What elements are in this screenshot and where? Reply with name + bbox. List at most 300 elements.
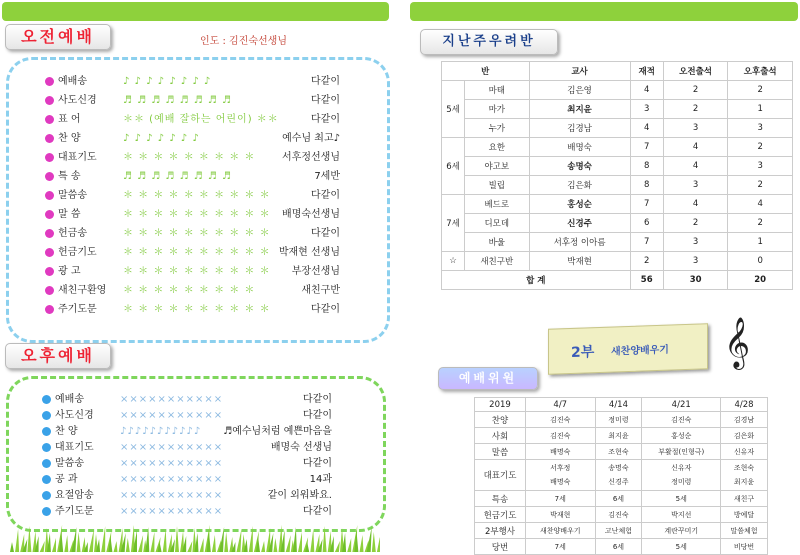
order-item-decoration: ××××××××××× bbox=[120, 410, 224, 421]
morning-leader: 인도 : 김진숙선생님 bbox=[200, 36, 288, 47]
order-item-decoration: ××××××××××× bbox=[120, 394, 224, 405]
bullet-dot bbox=[42, 427, 51, 436]
duty-cell bbox=[721, 428, 768, 444]
table-cell: 야고보 bbox=[465, 157, 530, 176]
bullet-dot bbox=[45, 115, 54, 124]
header-cell: 재적 bbox=[630, 62, 663, 81]
bullet-dot bbox=[42, 507, 51, 516]
duty-cell bbox=[721, 460, 768, 491]
order-item bbox=[45, 225, 340, 242]
table-cell: 배명숙 bbox=[529, 138, 630, 157]
duty-cell bbox=[721, 444, 768, 460]
order-item-name: 말 씀 bbox=[58, 209, 81, 220]
duty-name: 신경주 bbox=[608, 478, 629, 486]
grass-blade bbox=[298, 532, 302, 552]
duty-cell bbox=[721, 523, 768, 539]
table-row bbox=[442, 81, 793, 100]
order-item-decoration: ＊ ＊ ＊ ＊ ＊ ＊ ＊ ＊ ＊ bbox=[123, 285, 256, 296]
bullet-dot bbox=[45, 96, 54, 105]
duty-role: 사회 bbox=[475, 428, 526, 444]
order-item bbox=[45, 301, 340, 318]
order-item-name: 헌금기도 bbox=[58, 247, 97, 258]
order-item-decoration: ××××××××××× bbox=[120, 458, 224, 469]
duty-header-cell: 4/28 bbox=[721, 398, 768, 412]
duty-cell bbox=[721, 412, 768, 428]
duty-name: 김진숙 bbox=[608, 510, 629, 519]
grass-blade bbox=[187, 541, 192, 552]
order-item-name: 요절암송 bbox=[55, 490, 94, 501]
bullet-dot bbox=[45, 172, 54, 181]
duty-role: 대표기도 bbox=[475, 460, 526, 491]
order-item bbox=[45, 206, 340, 223]
grass-blade bbox=[367, 527, 372, 552]
grass-blade bbox=[138, 535, 143, 552]
order-item-name: 새친구환영 bbox=[58, 285, 107, 296]
order-item-name: 주기도문 bbox=[58, 304, 97, 315]
order-item bbox=[42, 439, 332, 456]
order-item bbox=[45, 263, 340, 280]
table-cell: 서후정 이아름 bbox=[529, 233, 630, 252]
header-cell: 오전출석 bbox=[663, 62, 728, 81]
duty-header-cell: 2019 bbox=[475, 398, 526, 412]
duty-name: 박지선 bbox=[671, 510, 692, 519]
table-cell: 새친구반 bbox=[465, 252, 530, 271]
duty-name: 박재현 bbox=[550, 510, 571, 519]
duty-name: 김진숙 bbox=[671, 415, 692, 424]
total-pm: 20 bbox=[728, 271, 793, 290]
order-item bbox=[42, 471, 332, 488]
table-cell: 요한 bbox=[465, 138, 530, 157]
duty-cell bbox=[526, 523, 596, 539]
bullet-dot bbox=[42, 459, 51, 468]
duty-row bbox=[475, 491, 768, 507]
grass-blade bbox=[286, 535, 291, 552]
grass-blade bbox=[200, 538, 204, 552]
table-cell: 빌립 bbox=[465, 176, 530, 195]
order-item-decoration: ××××××××××× bbox=[120, 506, 224, 517]
grass-decoration bbox=[10, 520, 380, 552]
order-item-name: 주기도문 bbox=[55, 506, 94, 517]
order-item-decoration: ＊＊ (예배 잘하는 어린이) ＊＊ bbox=[123, 114, 279, 125]
duty-cell bbox=[595, 491, 642, 507]
bullet-dot bbox=[45, 210, 54, 219]
order-item-decoration: ＊ ＊ ＊ ＊ ＊ ＊ ＊ ＊ ＊ ＊ bbox=[123, 228, 271, 239]
duty-name: 새친구 bbox=[733, 494, 755, 503]
order-item-decoration: ♪♪♪♪♪♪♪♪♪♪♪ bbox=[120, 426, 202, 437]
bullet-dot bbox=[45, 248, 54, 257]
duty-cell bbox=[595, 412, 642, 428]
duty-name: 조현숙 bbox=[608, 447, 629, 456]
duty-name: 배명숙 bbox=[550, 447, 571, 456]
order-item bbox=[45, 130, 340, 147]
table-cell: 홍성순 bbox=[529, 195, 630, 214]
grass-blade bbox=[212, 535, 216, 552]
duty-name: 홍성순 bbox=[671, 431, 692, 440]
duty-cell bbox=[595, 444, 642, 460]
table-cell: 4 bbox=[630, 119, 663, 138]
order-item-leader: 다같이 bbox=[303, 506, 332, 517]
order-item-name: 예배송 bbox=[58, 76, 87, 87]
table-cell: 최지윤 bbox=[529, 100, 630, 119]
duty-name: 5세 bbox=[675, 542, 687, 551]
bullet-dot bbox=[45, 305, 54, 314]
duty-name: 정미령 bbox=[671, 478, 692, 486]
duty-name: 계란꾸미기 bbox=[664, 526, 699, 535]
grass-blade bbox=[77, 532, 81, 552]
table-row bbox=[442, 119, 793, 138]
order-item-decoration: ＊ ＊ ＊ ＊ ＊ ＊ ＊ ＊ ＊ ＊ bbox=[123, 209, 271, 220]
table-cell: 2 bbox=[663, 214, 728, 233]
table-cell: 2 bbox=[728, 176, 793, 195]
order-item-leader: 14과 bbox=[309, 474, 332, 485]
table-cell: 3 bbox=[663, 119, 728, 138]
duty-role: 특송 bbox=[475, 491, 526, 507]
header-bar-right bbox=[410, 2, 798, 21]
grass-blade bbox=[347, 538, 351, 552]
duty-header-row bbox=[475, 398, 768, 412]
grass-blade bbox=[323, 526, 327, 552]
table-row bbox=[442, 233, 793, 252]
order-item bbox=[42, 487, 332, 504]
table-cell: 바울 bbox=[465, 233, 530, 252]
duty-title: 예배위원 bbox=[438, 367, 538, 390]
age-group-cell: 6세 bbox=[442, 138, 465, 195]
duty-cell bbox=[642, 539, 721, 555]
table-cell: 4 bbox=[728, 195, 793, 214]
grass-blade bbox=[52, 538, 56, 552]
duty-name: 김경남 bbox=[733, 415, 755, 424]
duty-cell bbox=[526, 444, 596, 460]
order-item-leader: 다같이 bbox=[311, 190, 340, 201]
order-item-leader: 예수님 최고♪ bbox=[282, 133, 340, 144]
table-cell: 4 bbox=[663, 195, 728, 214]
order-item bbox=[45, 187, 340, 204]
duty-cell bbox=[642, 444, 721, 460]
bullet-dot bbox=[45, 191, 54, 200]
duty-cell bbox=[595, 507, 642, 523]
table-cell: 8 bbox=[630, 176, 663, 195]
grass-blade bbox=[89, 529, 94, 552]
order-item-decoration: ♪ ♪ ♪ ♪ ♪ ♪ ♪ ♪ bbox=[123, 76, 212, 87]
duty-name: 김진숙 bbox=[550, 415, 571, 424]
table-cell: 2 bbox=[728, 138, 793, 157]
table-cell: 2 bbox=[663, 100, 728, 119]
table-cell: 3 bbox=[728, 157, 793, 176]
duty-name: 배명숙 bbox=[550, 478, 571, 486]
order-item-name: 사도신경 bbox=[58, 95, 97, 106]
order-item-name: 헌금송 bbox=[58, 228, 87, 239]
duty-name: 비당번 bbox=[733, 542, 755, 551]
grass-blade bbox=[273, 538, 277, 552]
duty-cell bbox=[595, 539, 642, 555]
order-item-leader: 다같이 bbox=[311, 114, 340, 125]
table-cell: 디모데 bbox=[465, 214, 530, 233]
duty-name: 송명숙 bbox=[608, 464, 629, 472]
bullet-dot bbox=[45, 153, 54, 162]
order-item-leader: 부장선생님 bbox=[291, 266, 340, 277]
grass-blade bbox=[10, 542, 14, 552]
order-item bbox=[45, 73, 340, 90]
order-item-decoration: ♪ ♪ ♪ ♪ ♪ ♪ ♪ bbox=[123, 133, 200, 144]
table-row bbox=[442, 138, 793, 157]
order-item-leader: 다같이 bbox=[311, 95, 340, 106]
table-cell: 3 bbox=[630, 100, 663, 119]
duty-cell bbox=[642, 507, 721, 523]
treble-clef-icon: 𝄞 bbox=[724, 317, 751, 368]
header-bar-left bbox=[2, 2, 389, 21]
order-item-name: 공 과 bbox=[55, 474, 78, 485]
table-cell: 송명숙 bbox=[529, 157, 630, 176]
duty-cell bbox=[642, 523, 721, 539]
order-item bbox=[45, 92, 340, 109]
duty-row bbox=[475, 428, 768, 444]
table-cell: 신경주 bbox=[529, 214, 630, 233]
duty-name: 새찬양배우기 bbox=[539, 526, 581, 535]
table-cell: 0 bbox=[728, 252, 793, 271]
order-item-decoration: ＊ ＊ ＊ ＊ ＊ ＊ ＊ ＊ ＊ ＊ bbox=[123, 266, 271, 277]
grass-blade bbox=[72, 527, 77, 552]
order-item-leader: 다같이 bbox=[311, 76, 340, 87]
grass-blade bbox=[360, 535, 364, 552]
total-row bbox=[442, 271, 793, 290]
table-cell: 2 bbox=[630, 252, 663, 271]
order-item-decoration: ××××××××××× bbox=[120, 442, 224, 453]
order-item bbox=[42, 423, 332, 440]
age-group-cell: 5세 bbox=[442, 81, 465, 138]
grass-blade bbox=[27, 526, 31, 552]
grass-blade bbox=[310, 529, 314, 552]
total-label: 합 계 bbox=[442, 271, 631, 290]
duty-name: 조현숙 bbox=[733, 464, 755, 472]
order-item bbox=[45, 282, 340, 299]
duty-header-cell: 4/14 bbox=[595, 398, 642, 412]
duty-row bbox=[475, 507, 768, 523]
table-row bbox=[442, 195, 793, 214]
attendance-table bbox=[441, 61, 793, 290]
order-item bbox=[42, 391, 332, 408]
table-cell: 7 bbox=[630, 138, 663, 157]
duty-cell bbox=[526, 412, 596, 428]
order-item-leader: 다같이 bbox=[303, 410, 332, 421]
grass-blade bbox=[64, 535, 68, 552]
duty-cell bbox=[595, 428, 642, 444]
order-item-name: 말씀송 bbox=[58, 190, 87, 201]
order-item bbox=[45, 168, 340, 185]
duty-header-cell: 4/21 bbox=[642, 398, 721, 412]
total-am: 30 bbox=[663, 271, 728, 290]
order-item-name: 예배송 bbox=[55, 394, 84, 405]
duty-name: 신유자 bbox=[671, 464, 692, 472]
order-item-name: 표 어 bbox=[58, 114, 81, 125]
duty-cell bbox=[526, 507, 596, 523]
bullet-dot bbox=[45, 286, 54, 295]
grass-blade bbox=[261, 541, 265, 552]
order-item-leader: 다같이 bbox=[303, 458, 332, 469]
duty-cell bbox=[721, 507, 768, 523]
duty-cell bbox=[526, 491, 596, 507]
bullet-dot bbox=[45, 229, 54, 238]
duty-name: 부활절(인형극) bbox=[658, 447, 705, 456]
order-item-leader: 다같이 bbox=[311, 304, 340, 315]
duty-name: 6세 bbox=[612, 542, 625, 551]
duty-header-cell: 4/7 bbox=[526, 398, 596, 412]
duty-role: 말씀 bbox=[475, 444, 526, 460]
song-banner-label: 2부 bbox=[571, 344, 595, 361]
order-item-name: 특 송 bbox=[58, 171, 81, 182]
duty-name: 6세 bbox=[612, 494, 625, 503]
table-row bbox=[442, 176, 793, 195]
order-item bbox=[45, 244, 340, 261]
header-cell: 교사 bbox=[529, 62, 630, 81]
duty-name: 7세 bbox=[554, 494, 566, 503]
duty-row bbox=[475, 412, 768, 428]
afternoon-title: 오후예배 bbox=[5, 343, 111, 369]
grass-blade bbox=[15, 529, 19, 552]
duty-cell bbox=[595, 523, 642, 539]
table-cell: 3 bbox=[663, 252, 728, 271]
table-cell: 박재현 bbox=[529, 252, 630, 271]
table-cell: 베드로 bbox=[465, 195, 530, 214]
grass-blade bbox=[150, 532, 154, 552]
table-cell: 누가 bbox=[465, 119, 530, 138]
duty-name: 5세 bbox=[675, 494, 687, 503]
table-header-row bbox=[442, 62, 793, 81]
bullet-dot bbox=[42, 443, 51, 452]
table-cell: 2 bbox=[728, 214, 793, 233]
total-enrolled: 56 bbox=[630, 271, 663, 290]
order-item-decoration: ××××××××××× bbox=[120, 474, 224, 485]
grass-blade bbox=[114, 541, 118, 552]
table-cell: 7 bbox=[630, 233, 663, 252]
attendance-title: 지난주우려반 bbox=[420, 29, 558, 55]
order-item-name: 말씀송 bbox=[55, 458, 84, 469]
table-cell: 6 bbox=[630, 214, 663, 233]
order-item-decoration: ♬ ♬ ♬ ♬ ♬ ♬ ♬ ♬ bbox=[123, 171, 232, 182]
duty-cell bbox=[642, 412, 721, 428]
bullet-dot bbox=[42, 491, 51, 500]
duty-cell bbox=[721, 539, 768, 555]
order-item-leader: 다같이 bbox=[311, 228, 340, 239]
order-item-leader: 다같이 bbox=[303, 394, 332, 405]
table-cell: 김경남 bbox=[529, 119, 630, 138]
table-cell: 2 bbox=[728, 81, 793, 100]
table-row bbox=[442, 214, 793, 233]
duty-row bbox=[475, 460, 768, 491]
order-item-decoration: ××××××××××× bbox=[120, 490, 224, 501]
bullet-dot bbox=[42, 475, 51, 484]
order-item-decoration: ＊ ＊ ＊ ＊ ＊ ＊ ＊ ＊ ＊ ＊ bbox=[123, 247, 271, 258]
table-cell: 4 bbox=[630, 81, 663, 100]
duty-name: 고난체험 bbox=[604, 526, 632, 535]
order-item-leader: 새친구반 bbox=[301, 285, 340, 296]
order-item bbox=[45, 111, 340, 128]
header-cell: 반 bbox=[442, 62, 530, 81]
table-cell: 1 bbox=[728, 233, 793, 252]
afternoon-order-list bbox=[42, 391, 332, 521]
duty-cell bbox=[595, 460, 642, 491]
duty-cell bbox=[642, 460, 721, 491]
table-row bbox=[442, 252, 793, 271]
order-item-name: 광 고 bbox=[58, 266, 81, 277]
grass-blade bbox=[249, 526, 253, 552]
table-row bbox=[442, 100, 793, 119]
duty-name: 김은화 bbox=[733, 431, 755, 440]
song-banner-text: 새찬양배우기 bbox=[611, 344, 669, 358]
duty-role: 당번 bbox=[475, 539, 526, 555]
duty-cell bbox=[721, 491, 768, 507]
table-cell: 김은영 bbox=[529, 81, 630, 100]
table-cell: 1 bbox=[728, 100, 793, 119]
table-cell: 4 bbox=[663, 138, 728, 157]
morning-order-list bbox=[45, 73, 340, 318]
table-cell: 마가 bbox=[465, 100, 530, 119]
order-item-leader: 배명숙선생님 bbox=[282, 209, 340, 220]
duty-role: 헌금기도 bbox=[475, 507, 526, 523]
grass-blade bbox=[293, 527, 297, 552]
order-item-name: 대표기도 bbox=[55, 442, 94, 453]
grass-blade bbox=[40, 541, 45, 552]
order-item-leader: 7세반 bbox=[314, 171, 340, 182]
table-row bbox=[442, 157, 793, 176]
morning-title: 오전예배 bbox=[5, 24, 111, 50]
bullet-dot bbox=[45, 134, 54, 143]
bullet-dot bbox=[45, 77, 54, 86]
age-group-cell: ☆ bbox=[442, 252, 465, 271]
header-cell: 오후출석 bbox=[728, 62, 793, 81]
duty-cell bbox=[642, 428, 721, 444]
grass-blade bbox=[163, 529, 167, 552]
duty-name: 정미령 bbox=[608, 415, 629, 424]
table-cell: 7 bbox=[630, 195, 663, 214]
age-group-cell: 7세 bbox=[442, 195, 465, 252]
duty-name: 방예달 bbox=[733, 510, 755, 519]
order-item-decoration: ＊ ＊ ＊ ＊ ＊ ＊ ＊ ＊ ＊ bbox=[123, 152, 256, 163]
grass-blade bbox=[372, 532, 376, 552]
duty-role: 찬양 bbox=[475, 412, 526, 428]
table-cell: 2 bbox=[663, 81, 728, 100]
order-item-leader: 서후정선생님 bbox=[282, 152, 340, 163]
grass-blade bbox=[219, 527, 224, 552]
duty-cell bbox=[642, 491, 721, 507]
duty-name: 7세 bbox=[554, 542, 566, 551]
order-item-leader: 같이 외워봐요. bbox=[267, 490, 332, 501]
duty-cell bbox=[526, 428, 596, 444]
duty-row bbox=[475, 523, 768, 539]
order-item-leader: ♬예수님처럼 예쁜마음을 bbox=[223, 426, 332, 437]
table-cell: 8 bbox=[630, 157, 663, 176]
order-item-decoration: ＊ ＊ ＊ ＊ ＊ ＊ ＊ ＊ ＊ ＊ bbox=[123, 304, 271, 315]
grass-blade bbox=[145, 527, 149, 552]
grass-blade bbox=[377, 537, 380, 552]
grass-blade bbox=[224, 532, 228, 552]
order-item-leader: 배명숙 선생님 bbox=[270, 442, 332, 453]
order-item-name: 찬 양 bbox=[58, 133, 81, 144]
duty-cell bbox=[526, 460, 596, 491]
duty-name: 김진숙 bbox=[550, 431, 571, 440]
grass-blade bbox=[237, 529, 242, 552]
order-item-name: 대표기도 bbox=[58, 152, 97, 163]
order-item-decoration: ♬ ♬ ♬ ♬ ♬ ♬ ♬ ♬ bbox=[123, 95, 232, 106]
bullet-dot bbox=[42, 395, 51, 404]
order-item bbox=[42, 455, 332, 472]
table-cell: 3 bbox=[663, 233, 728, 252]
table-cell: 3 bbox=[663, 176, 728, 195]
duty-row bbox=[475, 539, 768, 555]
duty-role: 2부행사 bbox=[475, 523, 526, 539]
order-item-leader: 박재현 선생님 bbox=[278, 247, 340, 258]
grass-blade bbox=[101, 526, 105, 552]
duty-name: 최지윤 bbox=[733, 478, 755, 486]
